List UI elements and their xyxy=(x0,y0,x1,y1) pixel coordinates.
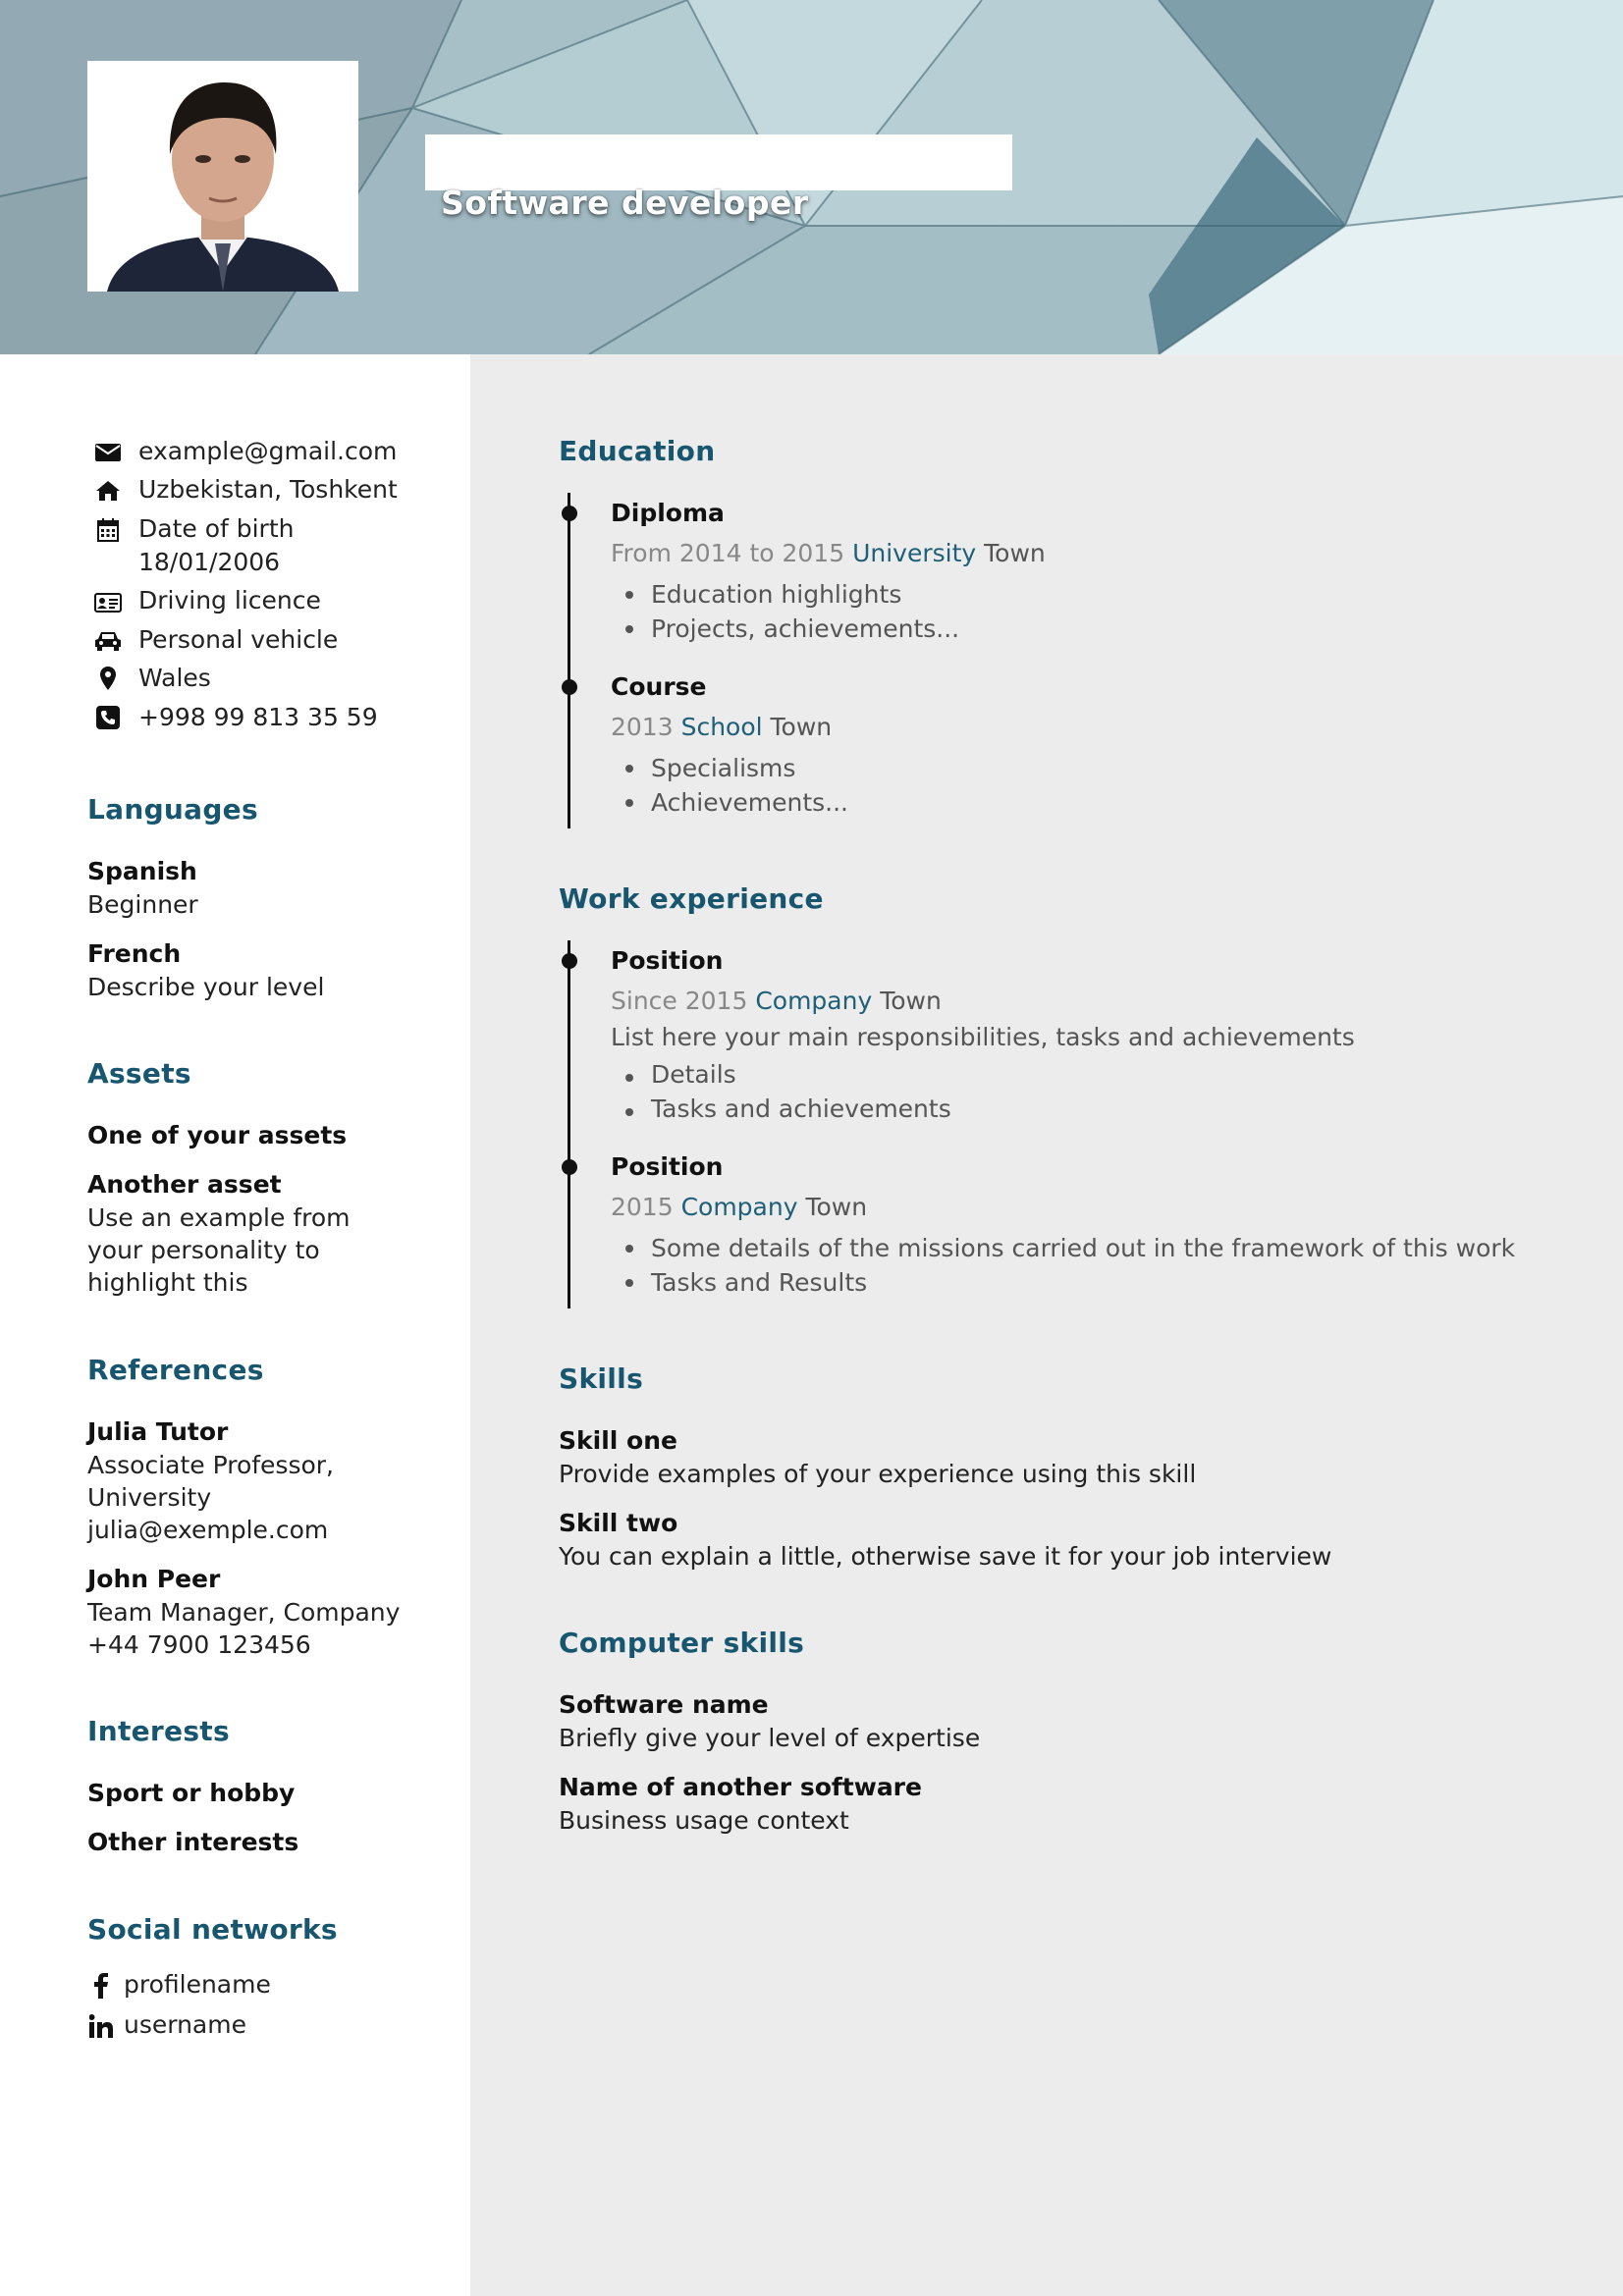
dob-value: 18/01/2006 xyxy=(138,548,281,576)
car-icon xyxy=(94,627,122,655)
main-content xyxy=(470,354,1623,2296)
bullet-point xyxy=(625,1279,633,1287)
education-meta: From 2014 to 2015 University Town xyxy=(611,539,1046,567)
phone-icon xyxy=(94,704,122,731)
education-title: Education xyxy=(559,435,716,467)
envelope-icon xyxy=(94,439,122,466)
language-name: French xyxy=(87,939,182,968)
bullet-point xyxy=(625,765,633,773)
skill-name: Skill two xyxy=(559,1509,678,1537)
asset-description-line: Use an example from xyxy=(87,1203,351,1232)
language-level: Describe your level xyxy=(87,973,325,1001)
linkedin-profile[interactable]: username xyxy=(124,2010,246,2039)
personal-vehicle: Personal vehicle xyxy=(138,625,339,654)
education-timeline xyxy=(568,493,570,828)
work-meta: Since 2015 Company Town xyxy=(611,987,942,1015)
interest-item: Other interests xyxy=(87,1828,299,1856)
timeline-dot xyxy=(562,679,577,695)
software-description: Briefly give your level of expertise xyxy=(559,1724,981,1752)
calendar-icon xyxy=(94,516,122,544)
asset-description-line: your personality to xyxy=(87,1236,320,1264)
work-position: Position xyxy=(611,1152,724,1181)
education-bullet: Projects, achievements... xyxy=(651,614,960,643)
timeline-dot xyxy=(562,953,577,969)
work-bullet: Some details of the missions carried out in the framework of this work xyxy=(651,1234,1516,1262)
bullet-point xyxy=(625,625,633,633)
work-bullet: Details xyxy=(651,1060,736,1089)
skill-description: Provide examples of your experience using this skill xyxy=(559,1460,1197,1488)
education-bullet: Specialisms xyxy=(651,754,796,782)
job-title: Software developer xyxy=(441,184,809,222)
reference-email[interactable]: julia@exemple.com xyxy=(87,1516,329,1544)
driving-licence: Driving licence xyxy=(138,586,321,614)
contact-phone[interactable]: +998 99 813 35 59 xyxy=(138,703,378,731)
location: Wales xyxy=(138,664,211,692)
computer-skills-title: Computer skills xyxy=(559,1627,805,1659)
software-name: Name of another software xyxy=(559,1773,922,1801)
id-card-icon xyxy=(94,589,122,616)
education-meta: 2013 School Town xyxy=(611,713,833,741)
software-name: Software name xyxy=(559,1690,769,1719)
work-bullet: Tasks and achievements xyxy=(651,1095,951,1123)
interests-title: Interests xyxy=(87,1715,230,1747)
reference-name: John Peer xyxy=(87,1565,221,1593)
skill-name: Skill one xyxy=(559,1426,677,1455)
asset-description-line: highlight this xyxy=(87,1268,248,1297)
work-meta: 2015 Company Town xyxy=(611,1193,868,1221)
reference-line: Team Manager, Company xyxy=(87,1598,401,1627)
language-name: Spanish xyxy=(87,857,197,885)
facebook-profile[interactable]: profilename xyxy=(124,1970,271,1999)
software-description: Business usage context xyxy=(559,1806,849,1835)
reference-line: Associate Professor, xyxy=(87,1451,335,1479)
bullet-point xyxy=(625,1108,633,1116)
facebook-icon xyxy=(87,1972,115,2000)
assets-title: Assets xyxy=(87,1057,191,1090)
reference-line: University xyxy=(87,1483,212,1512)
contact-address: Uzbekistan, Toshkent xyxy=(138,475,398,504)
reference-phone: +44 7900 123456 xyxy=(87,1630,311,1659)
map-pin-icon xyxy=(94,665,122,692)
education-bullet: Achievements... xyxy=(651,788,849,817)
social-networks-title: Social networks xyxy=(87,1913,338,1946)
name-placeholder-box xyxy=(425,134,1012,190)
profile-photo xyxy=(87,61,358,292)
contact-email[interactable]: example@gmail.com xyxy=(138,437,398,465)
asset-name: Another asset xyxy=(87,1170,282,1199)
references-title: References xyxy=(87,1354,264,1386)
language-level: Beginner xyxy=(87,890,198,919)
header-banner xyxy=(0,0,1623,354)
timeline-dot xyxy=(562,1159,577,1175)
work-position: Position xyxy=(611,946,724,975)
skill-description: You can explain a little, otherwise save it for your job interview xyxy=(559,1542,1332,1571)
work-bullet: Tasks and Results xyxy=(651,1268,868,1297)
asset-name: One of your assets xyxy=(87,1121,348,1149)
interest-item: Sport or hobby xyxy=(87,1779,296,1807)
education-title-item: Course xyxy=(611,672,707,701)
bullet-point xyxy=(625,1245,633,1253)
work-summary: List here your main responsibilities, tasks and achievements xyxy=(611,1023,1355,1051)
linkedin-icon xyxy=(87,2012,115,2040)
reference-name: Julia Tutor xyxy=(87,1417,229,1446)
home-icon xyxy=(94,477,122,505)
education-bullet: Education highlights xyxy=(651,580,902,609)
bullet-point xyxy=(625,1074,633,1082)
languages-title: Languages xyxy=(87,793,258,826)
education-title-item: Diploma xyxy=(611,499,725,527)
bullet-point xyxy=(625,799,633,807)
work-experience-title: Work experience xyxy=(559,882,824,915)
dob-label: Date of birth xyxy=(138,514,295,543)
bullet-point xyxy=(625,591,633,599)
work-timeline xyxy=(568,940,570,1308)
skills-title: Skills xyxy=(559,1362,644,1395)
timeline-dot xyxy=(562,506,577,521)
